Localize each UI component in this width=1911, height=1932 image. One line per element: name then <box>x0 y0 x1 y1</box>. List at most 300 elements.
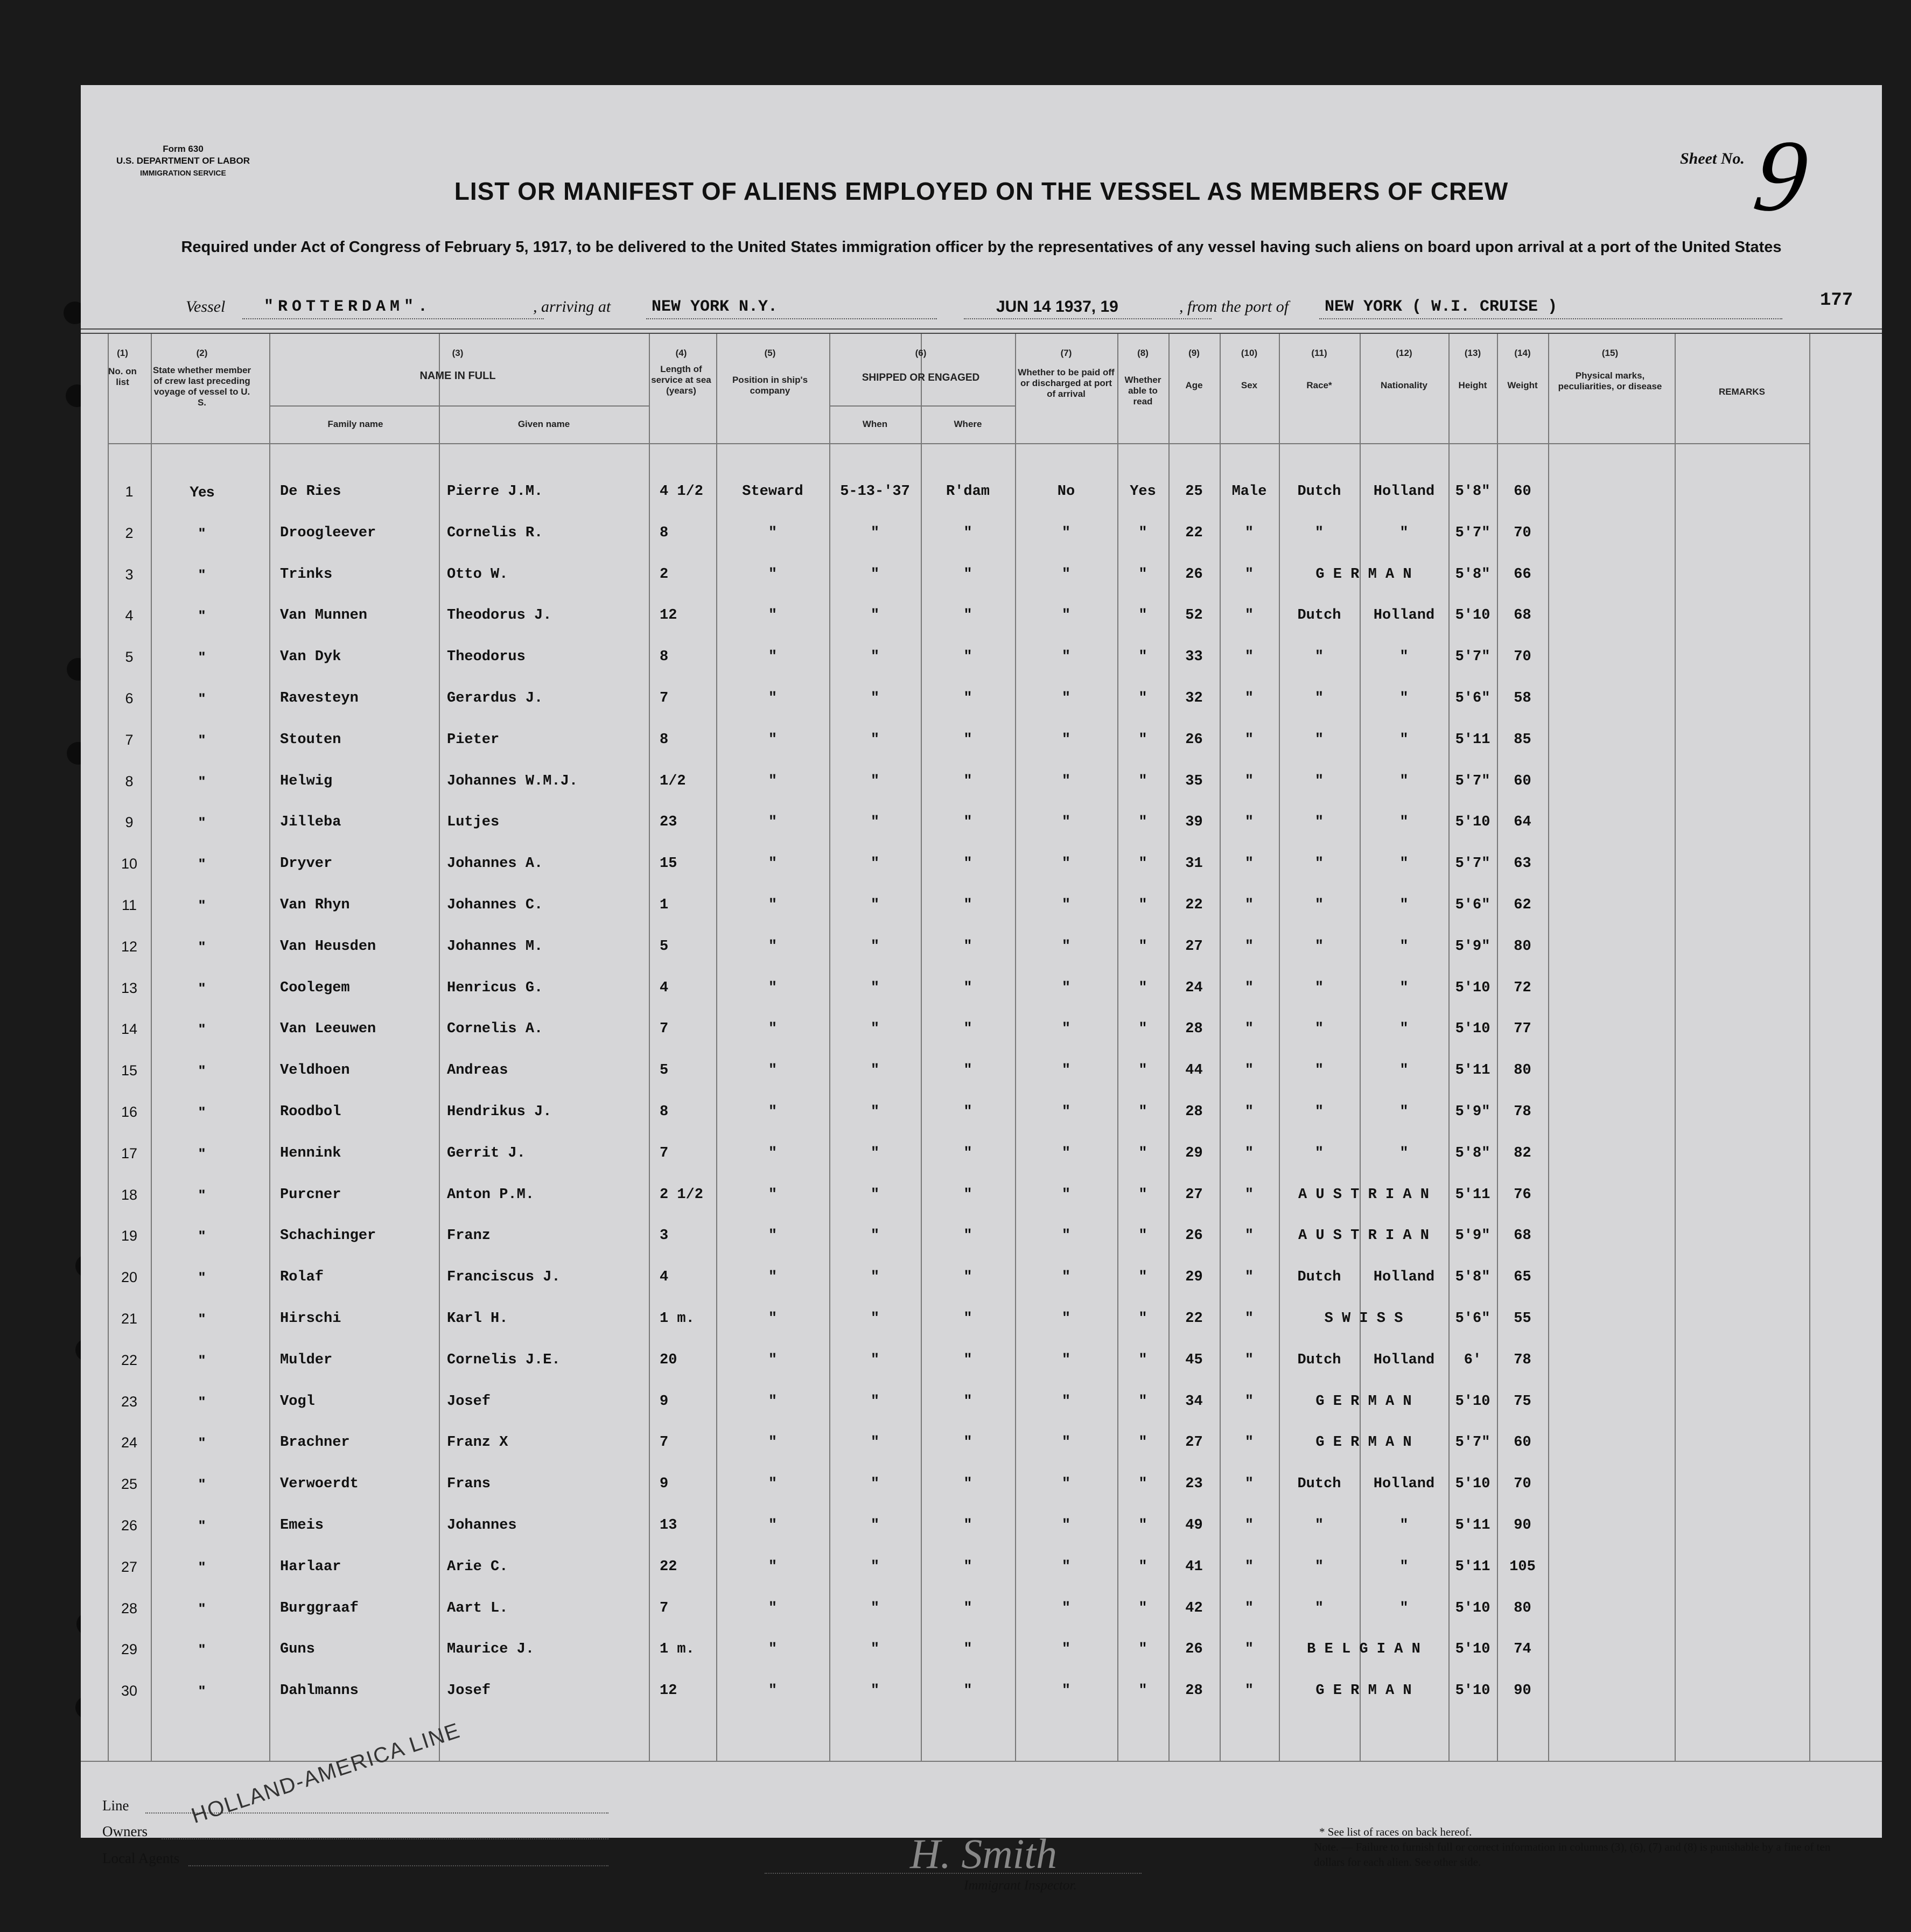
grid-column-line <box>108 334 109 1761</box>
cell-where: " <box>963 566 972 583</box>
cell-where: " <box>963 1641 972 1657</box>
cell-service: 7 <box>660 1021 669 1037</box>
cell-service: 1/2 <box>660 773 686 789</box>
cell-sex: " <box>1244 1104 1254 1120</box>
cell-where: " <box>963 939 972 955</box>
cell-crew: " <box>198 773 206 789</box>
cell-age: 27 <box>1185 939 1203 955</box>
cell-nationality: " <box>1399 897 1409 913</box>
cell-service: 2 1/2 <box>660 1187 704 1203</box>
cell-given: Henricus G. <box>447 980 543 996</box>
col1-number: (1) <box>117 348 128 358</box>
cell-race: " <box>1314 1104 1324 1120</box>
cell-weight: 85 <box>1514 732 1531 748</box>
grid-column-line <box>1497 334 1498 1761</box>
col14-number: (14) <box>1514 348 1531 358</box>
cell-when: 5-13-'37 <box>840 484 910 500</box>
cell-age: 29 <box>1185 1145 1203 1161</box>
cell-height: 5'10 <box>1455 1021 1490 1037</box>
cell-position: " <box>768 607 778 624</box>
cell-service: 7 <box>660 690 669 706</box>
cell-weight: 55 <box>1514 1311 1531 1327</box>
grid-column-line <box>1220 334 1221 1761</box>
cell-race: G E R M A N <box>1315 1434 1412 1451</box>
cell-no: 12 <box>121 939 138 955</box>
cell-age: 45 <box>1185 1352 1203 1368</box>
cell-position: " <box>768 1641 778 1657</box>
cell-weight: 68 <box>1514 1228 1531 1244</box>
cell-crew: " <box>198 1683 206 1699</box>
cell-nationality: Holland <box>1373 1476 1435 1492</box>
cell-weight: 65 <box>1514 1269 1531 1285</box>
cell-when: " <box>870 1434 880 1451</box>
grid-column-line <box>1360 334 1361 1761</box>
cell-nationality: Holland <box>1373 607 1435 624</box>
cell-nationality: Holland <box>1373 1352 1435 1368</box>
col11-number: (11) <box>1311 348 1327 358</box>
cell-when: " <box>870 939 880 955</box>
page-title: LIST OR MANIFEST OF ALIENS EMPLOYED ON THE VESSEL AS MEMBERS OF CREW <box>454 177 1509 205</box>
cell-no: 18 <box>121 1187 138 1203</box>
cell-family: Stouten <box>280 732 341 748</box>
cell-height: 5'10 <box>1455 1683 1490 1699</box>
cell-no: 24 <box>121 1434 138 1451</box>
cell-age: 28 <box>1185 1021 1203 1037</box>
col6-label: SHIPPED OR ENGAGED <box>862 372 980 383</box>
cell-crew: " <box>198 1104 206 1120</box>
footnotes <box>1314 1824 1852 1870</box>
cell-sex: " <box>1244 1641 1254 1657</box>
col14-label: Weight <box>1507 380 1538 390</box>
cell-sex: " <box>1244 1559 1254 1575</box>
cell-crew: " <box>198 939 206 955</box>
cell-where: " <box>963 732 972 748</box>
col12-label: Nationality <box>1381 380 1427 390</box>
cell-height: 5'6" <box>1455 1311 1490 1327</box>
cell-sex: " <box>1244 1352 1254 1368</box>
cell-service: 8 <box>660 732 669 748</box>
cell-service: 4 <box>660 980 669 996</box>
cell-given: Pieter <box>447 732 500 748</box>
cell-paid: " <box>1061 1021 1071 1037</box>
departure-port: NEW YORK ( W.I. CRUISE ) <box>1325 298 1558 316</box>
cell-race: " <box>1314 939 1324 955</box>
cell-crew: " <box>198 649 206 665</box>
cell-race: Dutch <box>1297 1269 1341 1285</box>
cell-given: Cornelis R. <box>447 525 543 541</box>
cell-nationality: " <box>1399 1021 1409 1037</box>
form-header <box>97 143 269 179</box>
grid-column-line <box>1548 334 1549 1761</box>
cell-sex: " <box>1244 607 1254 624</box>
cell-family: Schachinger <box>280 1228 376 1244</box>
cell-no: 5 <box>125 649 134 665</box>
cell-paid: " <box>1061 1104 1071 1120</box>
cell-paid: " <box>1061 525 1071 541</box>
cell-sex: " <box>1244 814 1254 830</box>
cell-sex: " <box>1244 1187 1254 1203</box>
cell-where: " <box>963 649 972 665</box>
cell-given: Johannes A. <box>447 856 543 872</box>
cell-no: 30 <box>121 1683 138 1699</box>
cell-given: Gerardus J. <box>447 690 543 706</box>
cell-family: Mulder <box>280 1352 333 1368</box>
cell-paid: " <box>1061 1476 1071 1492</box>
col5-label: Position in ship's company <box>732 375 808 396</box>
cell-age: 44 <box>1185 1062 1203 1079</box>
cell-paid: " <box>1061 1434 1071 1451</box>
cell-family: Rolaf <box>280 1269 324 1285</box>
cell-service: 12 <box>660 1683 677 1699</box>
cell-where: " <box>963 1228 972 1244</box>
inspector-signature: H. Smith <box>910 1830 1057 1877</box>
cell-when: " <box>870 897 880 913</box>
cell-when: " <box>870 1517 880 1534</box>
col9-number: (9) <box>1188 348 1200 358</box>
cell-where: " <box>963 1683 972 1699</box>
cell-height: 5'10 <box>1455 607 1490 624</box>
cell-when: " <box>870 1062 880 1079</box>
cell-when: " <box>870 1394 880 1410</box>
col8-label: Whether able to read <box>1124 375 1161 407</box>
grid-column-line <box>1015 334 1016 1761</box>
arrival-port: NEW YORK N.Y. <box>652 298 778 316</box>
cell-family: Veldhoen <box>280 1062 350 1079</box>
cell-read: Yes <box>1130 484 1156 500</box>
cell-service: 15 <box>660 856 677 872</box>
col5-number: (5) <box>764 348 776 358</box>
grid-column-line <box>1279 334 1280 1761</box>
cell-height: 5'9" <box>1455 939 1490 955</box>
cell-position: " <box>768 1394 778 1410</box>
cell-weight: 77 <box>1514 1021 1531 1037</box>
cell-service: 7 <box>660 1600 669 1616</box>
cell-paid: " <box>1061 1394 1071 1410</box>
cell-height: 5'7" <box>1455 1434 1490 1451</box>
cell-crew: " <box>198 856 206 872</box>
cell-race: " <box>1314 1062 1324 1079</box>
cell-nationality: " <box>1399 649 1409 665</box>
cell-given: Aart L. <box>447 1600 508 1616</box>
cell-age: 23 <box>1185 1476 1203 1492</box>
cell-age: 26 <box>1185 566 1203 583</box>
cell-nationality: " <box>1399 939 1409 955</box>
cell-given: Frans <box>447 1476 491 1492</box>
cell-crew: " <box>198 607 206 624</box>
cell-crew: " <box>198 1311 206 1327</box>
cell-service: 22 <box>660 1559 677 1575</box>
cell-crew: " <box>198 1021 206 1037</box>
cell-position: " <box>768 1187 778 1203</box>
cell-nationality: Holland <box>1373 484 1435 500</box>
cell-family: Roodbol <box>280 1104 341 1120</box>
race-footnote: * See list of races on back hereof. <box>1319 1825 1472 1838</box>
manifest-sheet <box>81 85 1882 1893</box>
cell-when: " <box>870 649 880 665</box>
cell-paid: " <box>1061 1641 1071 1657</box>
cell-read: " <box>1138 773 1147 789</box>
cell-race: " <box>1314 649 1324 665</box>
cell-family: Harlaar <box>280 1559 341 1575</box>
cell-position: " <box>768 649 778 665</box>
cell-age: 49 <box>1185 1517 1203 1534</box>
service-name: IMMIGRATION SERVICE <box>140 169 226 177</box>
cell-family: Van Munnen <box>280 607 368 624</box>
cell-race: " <box>1314 1517 1324 1534</box>
cell-family: Van Heusden <box>280 939 376 955</box>
col4-number: (4) <box>675 348 687 358</box>
cell-paid: No <box>1057 484 1075 500</box>
cell-age: 26 <box>1185 732 1203 748</box>
cell-when: " <box>870 1228 880 1244</box>
cell-read: " <box>1138 1145 1147 1161</box>
cell-crew: " <box>198 525 206 541</box>
cell-where: " <box>963 1434 972 1451</box>
cell-family: Droogleever <box>280 525 376 541</box>
cell-height: 5'10 <box>1455 1394 1490 1410</box>
cell-position: " <box>768 1476 778 1492</box>
col6-when-label: When <box>862 419 888 429</box>
cell-when: " <box>870 1352 880 1368</box>
cell-no: 2 <box>125 525 134 541</box>
page-reference: 177 <box>1820 290 1853 311</box>
cell-height: 5'7" <box>1455 525 1490 541</box>
cell-race: A U S T R I A N <box>1298 1187 1430 1203</box>
cell-where: " <box>963 980 972 996</box>
col2-number: (2) <box>196 348 208 358</box>
col15-number: (15) <box>1601 348 1619 358</box>
col6-number: (6) <box>915 348 927 358</box>
cell-weight: 82 <box>1514 1145 1531 1161</box>
cell-no: 17 <box>121 1145 138 1161</box>
cell-sex: " <box>1244 1021 1254 1037</box>
line-label: Line <box>102 1797 129 1814</box>
cell-position: " <box>768 1683 778 1699</box>
cell-position: " <box>768 897 778 913</box>
cell-nationality: " <box>1399 856 1409 872</box>
cell-given: Johannes <box>447 1517 517 1534</box>
cell-height: 5'10 <box>1455 1641 1490 1657</box>
grid-column-line <box>716 334 717 1761</box>
cell-read: " <box>1138 939 1147 955</box>
cell-when: " <box>870 814 880 830</box>
cell-nationality: " <box>1399 980 1409 996</box>
cell-given: Arie C. <box>447 1559 508 1575</box>
cell-paid: " <box>1061 607 1071 624</box>
cell-sex: " <box>1244 856 1254 872</box>
cell-family: Trinks <box>280 566 333 583</box>
cell-age: 22 <box>1185 1311 1203 1327</box>
col13-label: Height <box>1458 380 1487 390</box>
cell-crew: " <box>198 566 206 583</box>
cell-height: 5'10 <box>1455 814 1490 830</box>
cell-crew: " <box>198 1187 206 1203</box>
vessel-name: "ROTTERDAM". <box>264 298 432 316</box>
cell-race: S W I S S <box>1324 1311 1403 1327</box>
page-subtitle: Required under Act of Congress of February 5, 1917, to be delivered to the United States immigration officer by the representatives of any vessel having such aliens on board upon arrival at a port of the United States <box>181 239 1782 256</box>
col2-label: State whether member of crew last preceding voyage of vessel to U. S. <box>152 365 251 408</box>
cell-read: " <box>1138 1352 1147 1368</box>
cell-position: " <box>768 1352 778 1368</box>
cell-given: Josef <box>447 1394 491 1410</box>
col6-where-label: Where <box>954 419 982 429</box>
grid-subheader-line <box>829 405 1015 407</box>
cell-given: Johannes C. <box>447 897 543 913</box>
arriving-label: , arriving at <box>533 298 611 316</box>
cell-where: " <box>963 1600 972 1616</box>
cell-where: " <box>963 1104 972 1120</box>
cell-given: Otto W. <box>447 566 508 583</box>
cell-read: " <box>1138 1683 1147 1699</box>
cell-read: " <box>1138 980 1147 996</box>
cell-height: 5'8" <box>1455 1269 1490 1285</box>
cell-weight: 60 <box>1514 1434 1531 1451</box>
cell-read: " <box>1138 732 1147 748</box>
cell-nationality: " <box>1399 525 1409 541</box>
cell-nationality: " <box>1399 814 1409 830</box>
col8-number: (8) <box>1137 348 1149 358</box>
cell-nationality: " <box>1399 773 1409 789</box>
cell-race: " <box>1314 1145 1324 1161</box>
cell-height: 5'11 <box>1455 1559 1490 1575</box>
cell-read: " <box>1138 1104 1147 1120</box>
cell-family: Emeis <box>280 1517 324 1534</box>
cell-read: " <box>1138 607 1147 624</box>
owners-label: Owners <box>102 1823 148 1839</box>
cell-service: 3 <box>660 1228 669 1244</box>
cell-position: " <box>768 566 778 583</box>
cell-height: 5'9" <box>1455 1104 1490 1120</box>
cell-crew: " <box>198 1434 206 1451</box>
cell-nationality: " <box>1399 1559 1409 1575</box>
cell-family: Ravesteyn <box>280 690 359 706</box>
cell-no: 25 <box>121 1476 138 1492</box>
cell-sex: " <box>1244 1600 1254 1616</box>
cell-service: 5 <box>660 1062 669 1079</box>
cell-service: 7 <box>660 1145 669 1161</box>
cell-weight: 60 <box>1514 484 1531 500</box>
cell-no: 26 <box>121 1517 138 1534</box>
col3-family-label: Family name <box>327 419 383 429</box>
cell-service: 8 <box>660 649 669 665</box>
cell-age: 34 <box>1185 1394 1203 1410</box>
cell-read: " <box>1138 1476 1147 1492</box>
col13-number: (13) <box>1464 348 1481 358</box>
cell-age: 39 <box>1185 814 1203 830</box>
cell-position: " <box>768 939 778 955</box>
cell-age: 29 <box>1185 1269 1203 1285</box>
cell-weight: 90 <box>1514 1683 1531 1699</box>
grid-subheader-line <box>269 405 649 407</box>
cell-paid: " <box>1061 1311 1071 1327</box>
cell-where: " <box>963 1517 972 1534</box>
cell-race: " <box>1314 773 1324 789</box>
cell-where: " <box>963 773 972 789</box>
col7-label: Whether to be paid off or discharged at port of arrival <box>1018 367 1115 399</box>
cell-paid: " <box>1061 1269 1071 1285</box>
col9-label: Age <box>1185 380 1203 390</box>
cell-given: Theodorus J. <box>447 607 552 624</box>
cell-race: " <box>1314 1600 1324 1616</box>
cell-read: " <box>1138 525 1147 541</box>
cell-where: " <box>963 1476 972 1492</box>
cell-race: Dutch <box>1297 484 1341 500</box>
cell-no: 16 <box>121 1104 138 1120</box>
cell-sex: " <box>1244 980 1254 996</box>
cell-where: " <box>963 1187 972 1203</box>
cell-race: Dutch <box>1297 607 1341 624</box>
cell-race: " <box>1314 690 1324 706</box>
cell-sex: " <box>1244 1517 1254 1534</box>
cell-service: 20 <box>660 1352 677 1368</box>
cell-height: 5'11 <box>1455 1187 1490 1203</box>
cell-paid: " <box>1061 814 1071 830</box>
cell-height: 5'7" <box>1455 856 1490 872</box>
cell-age: 28 <box>1185 1104 1203 1120</box>
cell-height: 5'7" <box>1455 649 1490 665</box>
cell-read: " <box>1138 1517 1147 1534</box>
cell-race: " <box>1314 980 1324 996</box>
grid-column-line <box>1809 334 1810 1761</box>
cell-height: 5'10 <box>1455 980 1490 996</box>
cell-no: 14 <box>121 1021 138 1037</box>
cell-sex: " <box>1244 566 1254 583</box>
cell-weight: 76 <box>1514 1187 1531 1203</box>
cell-when: " <box>870 1683 880 1699</box>
cell-sex: " <box>1244 773 1254 789</box>
cell-where: " <box>963 1559 972 1575</box>
cell-family: Hennink <box>280 1145 341 1161</box>
cell-weight: 74 <box>1514 1641 1531 1657</box>
cell-service: 9 <box>660 1394 669 1410</box>
cell-when: " <box>870 1476 880 1492</box>
cell-service: 2 <box>660 566 669 583</box>
sheet-label: Sheet No. <box>1680 150 1745 167</box>
cell-family: Verwoerdt <box>280 1476 359 1492</box>
cell-no: 29 <box>121 1641 138 1657</box>
cell-family: Brachner <box>280 1434 350 1451</box>
cell-crew: " <box>198 1559 206 1575</box>
cell-read: " <box>1138 1311 1147 1327</box>
cell-when: " <box>870 1187 880 1203</box>
cell-where: " <box>963 856 972 872</box>
cell-sex: " <box>1244 1311 1254 1327</box>
cell-crew: " <box>198 1145 206 1161</box>
cell-sex: " <box>1244 690 1254 706</box>
cell-weight: 62 <box>1514 897 1531 913</box>
cell-no: 4 <box>125 607 134 624</box>
cell-given: Hendrikus J. <box>447 1104 552 1120</box>
cell-weight: 78 <box>1514 1352 1531 1368</box>
cell-family: Vogl <box>280 1394 315 1410</box>
cell-crew: " <box>198 980 206 996</box>
cell-no: 10 <box>121 856 138 872</box>
cell-paid: " <box>1061 1187 1071 1203</box>
cell-sex: " <box>1244 1476 1254 1492</box>
cell-family: Dryver <box>280 856 333 872</box>
cell-sex: " <box>1244 732 1254 748</box>
cell-crew: " <box>198 1394 206 1410</box>
cell-service: 5 <box>660 939 669 955</box>
cell-paid: " <box>1061 1062 1071 1079</box>
cell-age: 27 <box>1185 1187 1203 1203</box>
cell-no: 9 <box>125 814 134 830</box>
cell-race: A U S T R I A N <box>1298 1228 1430 1244</box>
grid-column-line <box>1117 334 1118 1761</box>
cell-position: " <box>768 525 778 541</box>
cell-sex: " <box>1244 1062 1254 1079</box>
col1-label: No. on list <box>108 366 137 387</box>
